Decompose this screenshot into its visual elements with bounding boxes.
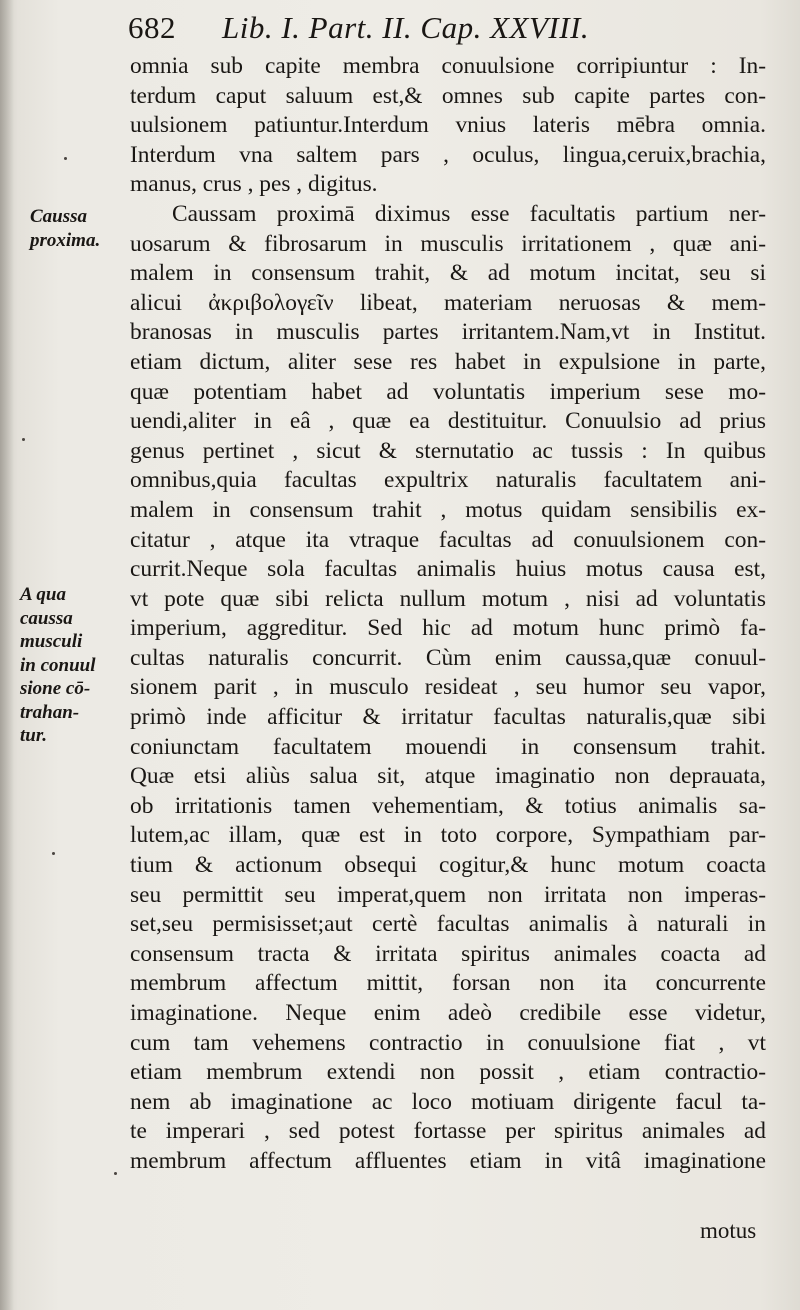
text-line: genus pertinet , sicut & sternutatio ac tussis : In quibus: [130, 437, 766, 464]
text-line: tium & actionum obsequi cogitur,& hunc motum coacta: [130, 852, 766, 879]
margin-note-line: trahan-: [20, 701, 80, 723]
text-line: Quæ etsi aliùs salua sit, atque imaginatio non deprauata,: [130, 763, 766, 790]
text-line: manus, crus , pes , digitus.: [130, 171, 378, 198]
text-line: set,seu permisisset;aut certè facultas animalis à naturali in: [130, 911, 766, 938]
text-line: uulsionem patiuntur.Interdum vnius lateris mēbra omnia.: [130, 112, 766, 139]
ink-speck: [114, 1172, 117, 1175]
text-line: cum tam vehemens contractio in conuulsione fiat , vt: [130, 1029, 766, 1056]
running-header: [128, 10, 768, 50]
text-line: lutem,ac illam, quæ est in toto corpore, Sympathiam par-: [130, 822, 766, 849]
text-line: alicui ἀκριβολογεῖν libeat, materiam neruosas & mem-: [130, 289, 766, 316]
text-line: etiam dictum, aliter sese res habet in expulsione in parte,: [130, 348, 766, 375]
margin-note-line: proxima.: [30, 229, 101, 251]
text-line: terdum caput saluum est,& omnes sub capite partes con-: [130, 82, 766, 109]
text-line: imperium, aggreditur. Sed hic ad motum hunc primò fa-: [130, 615, 766, 642]
text-line: vt pote quæ sibi relicta nullum motum , nisi ad voluntatis: [130, 585, 766, 612]
ink-speck: [64, 157, 67, 160]
text-line: membrum affectum affluentes etiam in vitâ imaginatione: [130, 1147, 766, 1174]
text-line: seu permittit seu imperat,quem non irritata non imperas-: [130, 881, 766, 908]
text-line: malem in consensum trahit, & ad motum incitat, seu si: [130, 260, 766, 287]
margin-note-line: Caussa: [30, 206, 88, 227]
ink-speck: [22, 438, 25, 441]
margin-note-line: caussa: [20, 607, 73, 629]
text-line: Caussam proximā diximus esse facultatis partium ner-: [172, 200, 766, 227]
text-line: cultas naturalis concurrit. Cùm enim caussa,quæ conuul-: [130, 644, 766, 671]
margin-note-line: tur.: [20, 725, 47, 746]
text-line: quæ potentiam habet ad voluntatis imperium sese mo-: [130, 378, 766, 405]
margin-note-caussa-proxima: [30, 205, 100, 252]
text-line: Interdum vna saltem pars , oculus, lingua,ceruix,brachia,: [130, 141, 766, 168]
text-line: ob irritationis tamen vehementiam, & totius animalis sa-: [130, 792, 766, 819]
text-line: te imperari , sed potest fortasse per spiritus animales ad: [130, 1118, 766, 1145]
text-line: currit.Neque sola facultas animalis huius motus causa est,: [130, 556, 766, 583]
text-line: uosarum & fibrosarum in musculis irritationem , quæ ani-: [130, 230, 766, 257]
text-line: primò inde afficitur & irritatur facultas naturalis,quæ sibi: [130, 704, 766, 731]
margin-note-line: A qua: [20, 584, 66, 605]
text-line: citatur , atque ita vtraque facultas ad conuulsionem con-: [130, 526, 766, 553]
text-line: imaginatione. Neque enim adeò credibile esse videtur,: [130, 1000, 766, 1026]
margin-note-line: musculi: [20, 631, 83, 652]
text-line: uendi,aliter in eâ , quæ ea destituitur. Conuulsio ad prius: [130, 408, 766, 435]
text-line: branosas in musculis partes irritantem.Nam,vt in Institut.: [130, 319, 766, 346]
text-line: malem in consensum trahit , motus quidam sensibilis ex-: [130, 496, 766, 523]
margin-note-line: sione cō-: [20, 678, 91, 699]
text-line: etiam membrum extendi non possit , etiam contractio-: [130, 1059, 766, 1086]
text-line: omnibus,quia facultas expultrix naturalis facultatem ani-: [130, 467, 766, 494]
text-line: coniunctam facultatem mouendi in consensum trahit.: [130, 733, 766, 760]
text-line: membrum affectum mittit, forsan non ita concurrente: [130, 970, 766, 997]
margin-note-a-qua-caussa: [20, 583, 96, 748]
margin-note-line: in conuul: [20, 654, 96, 676]
catchword: motus: [700, 1218, 757, 1243]
text-line: omnia sub capite membra conuulsione corripiuntur : In-: [130, 53, 766, 79]
text-line: consensum tracta & irritata spiritus animales coacta ad: [130, 940, 766, 967]
ink-speck: [52, 852, 55, 855]
text-line: sionem parit , in musculo resideat , seu humor seu vapor,: [130, 674, 766, 701]
page-number: 682: [128, 10, 176, 45]
main-text-block: [130, 52, 766, 1177]
running-title: Lib. I. Part. II. Cap. XXVIII.: [222, 10, 590, 45]
text-line: nem ab imaginatione ac loco motiuam dirigente facul ta-: [130, 1088, 766, 1115]
